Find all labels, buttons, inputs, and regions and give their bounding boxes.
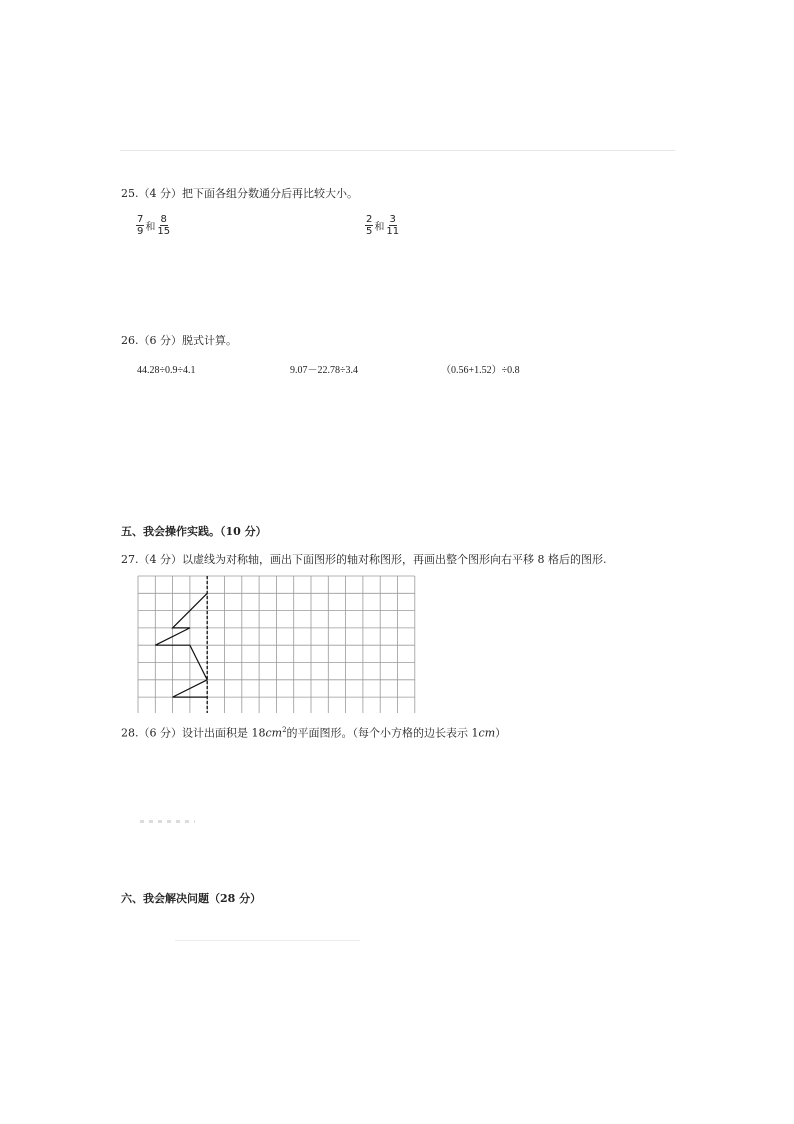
- faint-mark: [140, 820, 195, 823]
- q26-title: 26.（6 分）脱式计算。: [121, 334, 237, 347]
- fraction: $\frac{2}{5}$: [366, 214, 373, 237]
- q27-title: 27.（4 分）以虚线为对称轴，画出下面图形的轴对称图形，再画出整个图形向右平移 8 格后的图形.: [121, 553, 607, 566]
- grid-lines: [138, 576, 415, 713]
- section-5-heading: 五、我会操作实践。（10 分）: [121, 525, 267, 538]
- q26-expr-3: （0.56+1.52）÷0.8: [441, 365, 520, 376]
- fraction: $\frac{8}{15}$: [157, 214, 171, 237]
- fraction: $\frac{3}{11}$: [386, 214, 400, 237]
- top-divider: [120, 150, 675, 151]
- q25-title: 25.（4 分）把下面各组分数通分后再比较大小。: [121, 187, 358, 200]
- faint-line: [175, 940, 360, 941]
- q26-expr-2: 9.07－22.78÷3.4: [290, 365, 358, 376]
- q25-pair-1: $\frac{7}{9}$ 和 $\frac{8}{15}$: [137, 214, 171, 237]
- q28-title: 28.（6 分）设计出面积是 $18cm^2$的平面图形。（每个小方格的边长表示 1cm）: [121, 726, 507, 740]
- q27-grid-figure[interactable]: [137, 575, 419, 713]
- section-6-heading: 六、我会解决问题（28 分）: [121, 892, 262, 905]
- q26-expr-1: 44.28÷0.9÷4.1: [137, 365, 196, 376]
- q25-pair-2: $\frac{2}{5}$ 和 $\frac{3}{11}$: [366, 214, 400, 237]
- fraction: $\frac{7}{9}$: [137, 214, 144, 237]
